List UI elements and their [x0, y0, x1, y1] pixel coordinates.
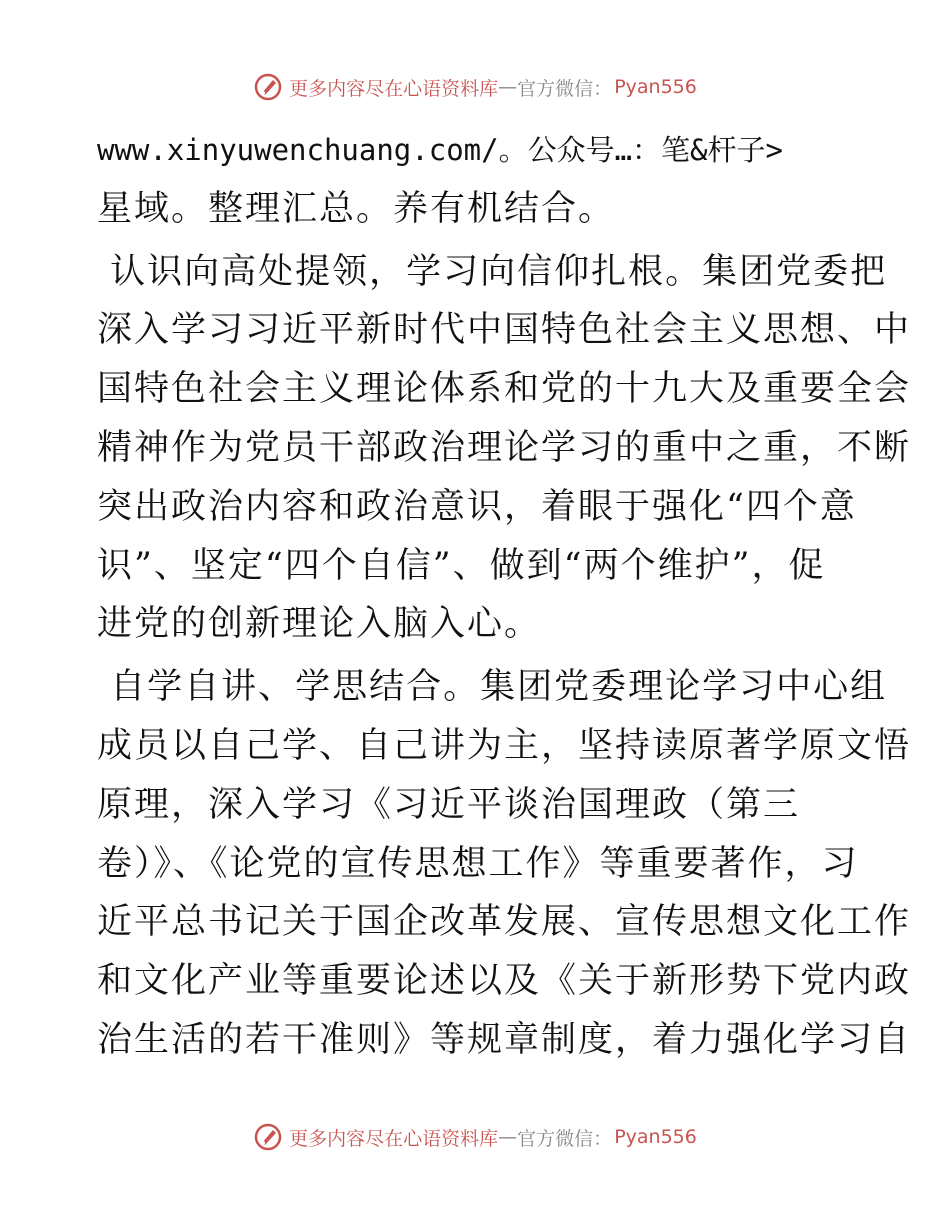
pen-logo-icon [253, 72, 283, 102]
banner-text: 更多内容尽在心语资料库 [289, 1127, 499, 1150]
text-line: 卷）》、《论党的宣传思想工作》等重要著作，习 [97, 843, 859, 884]
text-line: 近平总书记关于国企改革发展、宣传思想文化工作 [97, 902, 912, 943]
text-line: 和文化产业等重要论述以及《关于新形势下党内政 [97, 961, 912, 1002]
banner-dash: — [498, 76, 518, 98]
text-line: 成员以自己学、自己讲为主，坚持读原著学原文悟 [97, 725, 912, 766]
footer-watermark-banner [0, 1122, 950, 1152]
text-line: 认识向高处提领，学习向信仰扎根。集团党委把 [97, 251, 888, 292]
banner-wechat-id: Pyan556 [614, 1126, 697, 1148]
banner-text: 更多内容尽在心语资料库 [289, 77, 499, 100]
banner-wechat-id: Pyan556 [614, 76, 697, 98]
banner-wechat-label: 官方微信： [517, 1127, 613, 1150]
paragraph-2 [97, 243, 912, 655]
text-line: 深入学习习近平新时代中国特色社会主义思想、中 [97, 310, 912, 351]
text-line: www.xinyuwenchuang.com/。公众号…：笔&杆子> [97, 133, 783, 167]
paragraph-1 [97, 120, 857, 239]
text-line: 自学自讲、学思结合。集团党委理论学习中心组 [97, 667, 888, 708]
text-line: 进党的创新理论入脑入心。 [97, 604, 542, 645]
paragraph-3 [97, 658, 912, 1070]
banner-dash: — [498, 1126, 518, 1148]
header-watermark-banner [0, 72, 950, 102]
text-line: 识”、坚定“四个自信”、做到“两个维护”，促 [97, 545, 826, 586]
text-line: 星域。整理汇总。养有机结合。 [97, 188, 616, 229]
text-line: 治生活的若干准则》等规章制度，着力强化学习自 [97, 1019, 912, 1060]
text-line: 国特色社会主义理论体系和党的十九大及重要全会 [97, 369, 912, 410]
text-line: 突出政治内容和政治意识，着眼于强化“四个意 [97, 486, 857, 527]
text-line: 精神作为党员干部政治理论学习的重中之重，不断 [97, 427, 912, 468]
pen-logo-icon [253, 1122, 283, 1152]
banner-wechat-label: 官方微信： [517, 77, 613, 100]
document-body [97, 120, 912, 1070]
text-line: 原理，深入学习《习近平谈治国理政（第三 [97, 784, 801, 825]
